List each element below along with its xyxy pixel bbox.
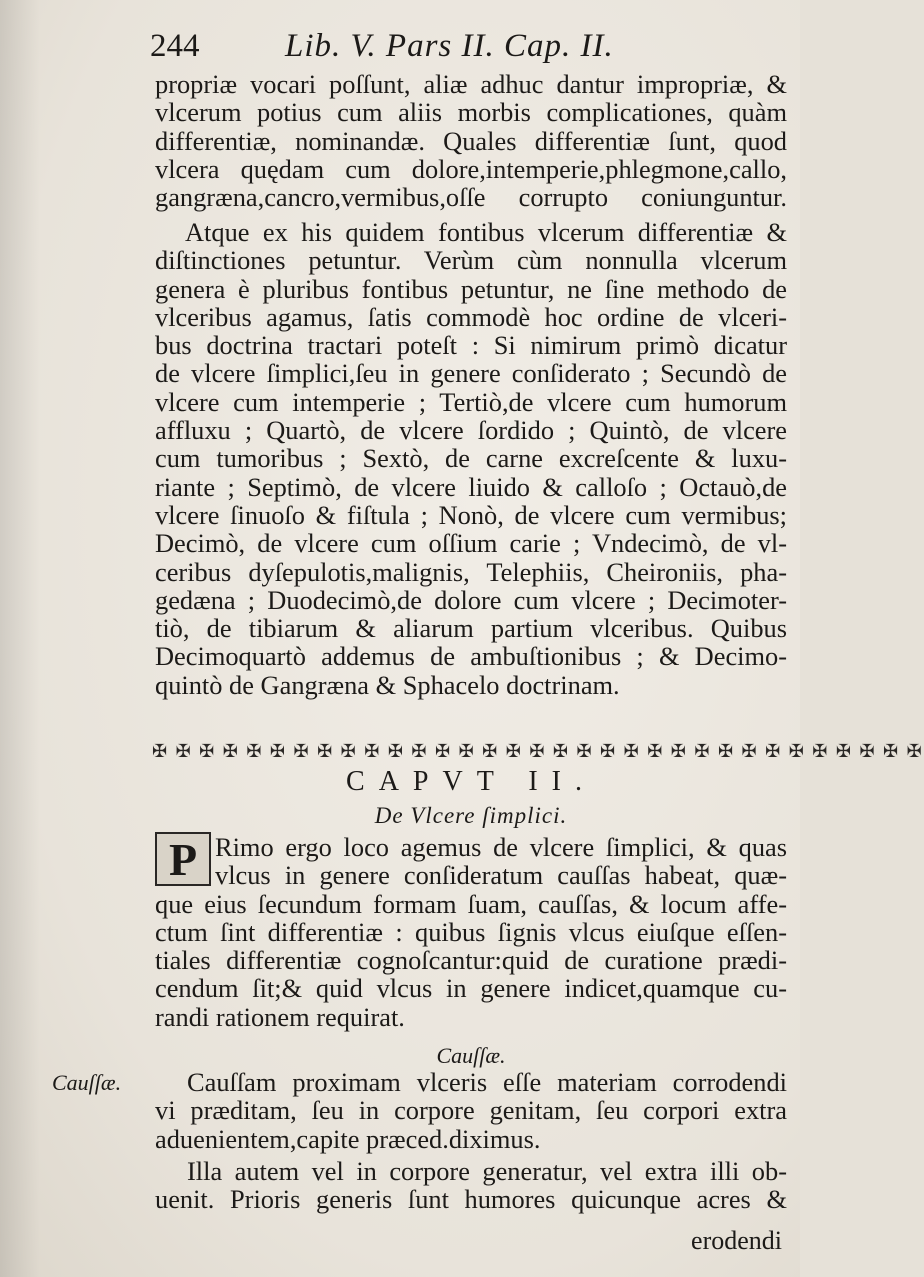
text-line: quintò de Gangræna & Sphacelo doctrinam. [155,669,620,700]
text-line: bus doctrina tractari poteſt : Si nimirum primò dicatur [155,330,787,361]
text-line: Decimoquartò addemus de ambuſtionibus ; & Decimo- [155,641,787,672]
text-line: Illa autem vel in corpore generatur, vel extra illi ob- [187,1156,787,1186]
text-line: cum tumoribus ; Sextò, de carne excreſcente & luxu- [155,443,787,474]
running-header [150,28,670,68]
text-line: differentiæ, nominandæ. Quales differentiæ ſunt, quod [155,125,787,156]
chapter-title: CAPVT II. [346,766,596,797]
text-line: tiales differentiæ cognoſcantur:quid de curatione prædi- [155,945,787,976]
text-line: vlcere ſinuoſo & fiſtula ; Nonò, de vlcere cum vermibus; [155,499,787,530]
text-line: propriæ vocari poſſunt, aliæ adhuc dantur impropriæ, & [155,69,787,99]
text-line: ceribus dyſepulotis,malignis, Telephiis, Cheironiis, pha- [155,556,787,587]
text-line: Rimo ergo loco agemus de vlcere ſimplici, & quas [215,832,787,862]
text-line: tiò, de tibiarum & aliarum partium vlceribus. Quibus [155,613,787,644]
text-line: vi præditam, ſeu in corpore genitam, ſeu corpori extra [155,1095,787,1126]
section-heading: Cauſſæ. [436,1043,506,1068]
text-line: vlcus in genere conſideratum cauſſas habeat, quæ- [215,860,787,891]
text-line: vlcere cum intemperie ; Tertiò,de vlcere cum humorum [155,386,787,417]
text-line: uenit. Prioris generis ſunt humores quicunque acres & [155,1184,787,1215]
text-line: affluxu ; Quartò, de vlcere ſordido ; Quintò, de vlcere [155,415,787,446]
chapter-subtitle: De Vlcere ſimplici. [374,803,568,828]
paragraph-2 [155,218,787,699]
text-line: ctum ſint differentiæ : quibus ſignis vlcus eiuſque eſſen- [155,916,787,947]
text-line: vlcera quędam cum dolore,intemperie,phlegmone,callo, [155,153,787,184]
text-line: aduenientem,capite præced.diximus. [155,1123,541,1154]
text-line: que eius ſecundum formam ſuam, cauſſas, & locum affe- [155,888,787,919]
text-line: Decimò, de vlcere cum oſſium carie ; Vndecimò, de vl- [155,528,787,559]
paragraph-3 [155,833,787,1031]
paragraph-4 [155,1068,787,1153]
text-line: vlceribus agamus, ſatis commodè hoc ordine de vlceri- [155,301,787,332]
text-line: de vlcere ſimplici,ſeu in genere conſiderato ; Secundò de [155,358,787,389]
catchword: erodendi [691,1226,782,1255]
margin-note: Cauſſæ. [52,1070,122,1095]
text-line: riante ; Septimò, de vlcere liuido & calloſo ; Octauò,de [155,471,787,502]
text-line: diſtinctiones petuntur. Verùm cùm nonnulla vlcerum [155,245,787,276]
text-line: randi rationem requirat. [155,1001,405,1032]
text-line: cendum ſit;& quid vlcus in genere indicet,quamque cu- [155,973,787,1004]
ornament-divider: ✠ ✠ ✠ ✠ ✠ ✠ ✠ ✠ ✠ ✠ ✠ ✠ ✠ ✠ ✠ ✠ ✠ ✠ ✠ ✠ ✠ ✠ ✠ ✠ ✠ ✠ ✠ ✠ ✠ ✠ ✠ ✠ ✠ [152,741,924,761]
text-line: gangræna,cancro,vermibus,oſſe corrupto coniunguntur. [155,182,787,213]
text-line: vlcerum potius cum aliis morbis complicationes, quàm [155,97,787,128]
text-line: genera è pluribus fontibus petuntur, ne ſine methodo de [155,273,787,304]
page-number: 244 [150,28,200,64]
text-line: Atque ex his quidem fontibus vlcerum differentiæ & [185,217,787,247]
paragraph-5 [155,1157,787,1214]
text-line: Cauſſam proximam vlceris eſſe materiam corrodendi [187,1067,787,1097]
text-line: gedæna ; Duodecimò,de dolore cum vlcere ; Decimoter- [155,584,787,615]
paragraph-1 [155,70,787,211]
page-edge-shadow [0,0,40,1277]
running-title: Lib. V. Pars II. Cap. II. [285,28,614,64]
drop-capital: P [155,832,211,886]
